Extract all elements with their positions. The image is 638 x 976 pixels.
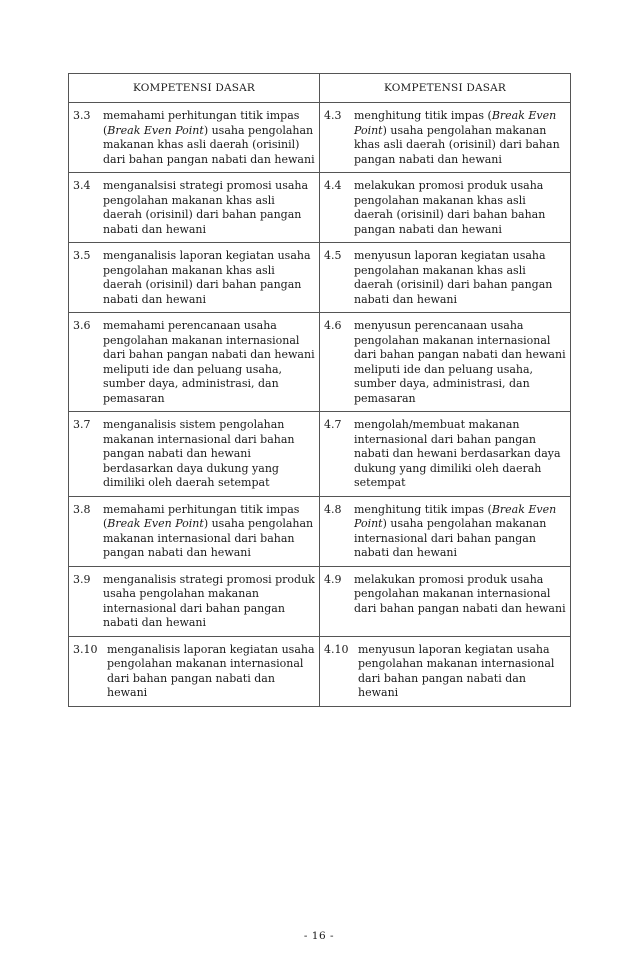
kd-text: menganalisis strategi promosi produk usaha pengolahan makanan internasional dari bahan pangan nabati dan hewani — [103, 572, 315, 629]
kd-cell-left — [69, 636, 320, 706]
kd-item — [324, 109, 566, 167]
table-row — [69, 243, 571, 313]
kd-item — [73, 179, 315, 237]
kd-number: 4.10 — [324, 642, 349, 656]
kd-text: menghitung titik impas (Break Even Point) usaha pengolahan makanan khas asli daerah (orisinil) dari bahan pangan nabati dan hewani — [354, 109, 560, 166]
kd-item — [324, 319, 566, 406]
kd-item — [73, 319, 315, 406]
kd-text: menganalsisi strategi promosi usaha pengolahan makanan khas asli daerah (orisinil) dari bahan pangan nabati dan hewani — [103, 179, 309, 236]
kd-number: 3.3 — [73, 109, 91, 122]
kd-text: menganalisis sistem pengolahan makanan internasional dari bahan pangan nabati dan hewani berdasarkan daya dukung yang dimiliki oleh daerah setempat — [103, 418, 295, 489]
kd-item — [324, 503, 566, 561]
kd-item — [324, 179, 566, 237]
kd-cell-left — [69, 173, 320, 243]
kd-item — [324, 573, 566, 617]
kd-cell-left — [69, 496, 320, 566]
table-row — [69, 412, 571, 497]
kompetensi-table — [68, 73, 571, 707]
kd-item — [73, 503, 315, 561]
kd-number: 4.5 — [324, 249, 342, 262]
kd-cell-right — [320, 103, 571, 173]
kd-cell-left — [69, 412, 320, 497]
kd-cell-right — [320, 636, 571, 706]
kd-item — [324, 643, 566, 701]
kd-text: memahami perencanaan usaha pengolahan makanan internasional dari bahan pangan nabati dan hewani meliputi ide dan peluang usaha, sumber daya, administrasi, dan pemasaran — [103, 319, 315, 405]
header-kompetensi-dasar-left: KOMPETENSI DASAR — [69, 74, 320, 103]
page-number: - 16 - — [303, 930, 335, 942]
kd-number: 3.10 — [73, 642, 98, 656]
kd-text: mengolah/membuat makanan internasional dari bahan pangan nabati dan hewani berdasarkan daya dukung yang dimiliki oleh daerah setempat — [354, 418, 561, 489]
kd-item — [73, 418, 315, 491]
kd-number: 4.8 — [324, 502, 342, 516]
kd-cell-right — [320, 412, 571, 497]
kd-item — [73, 573, 315, 631]
table-row — [69, 636, 571, 706]
kd-text: memahami perhitungan titik impas (Break Even Point) usaha pengolahan makanan internasional dari bahan pangan nabati dan hewani — [103, 502, 314, 559]
kd-text: menyusun laporan kegiatan usaha pengolahan makanan internasional dari bahan pangan nabati dan hewani — [358, 642, 555, 699]
kd-cell-left — [69, 243, 320, 313]
header-kompetensi-dasar-right: KOMPETENSI DASAR — [320, 74, 571, 103]
kd-text: menganalisis laporan kegiatan usaha pengolahan makanan internasional dari bahan pangan nabati dan hewani — [107, 642, 315, 699]
kd-cell-left — [69, 103, 320, 173]
kd-number: 4.6 — [324, 319, 342, 332]
table-row — [69, 496, 571, 566]
kd-text: menganalisis laporan kegiatan usaha pengolahan makanan khas asli daerah (orisinil) dari bahan pangan nabati dan hewani — [103, 249, 311, 306]
kd-number: 3.7 — [73, 418, 91, 431]
kd-cell-right — [320, 313, 571, 412]
kd-item — [324, 418, 566, 491]
kd-number: 3.9 — [73, 572, 91, 586]
kd-number: 3.5 — [73, 249, 91, 262]
kd-text: melakukan promosi produk usaha pengolahan makanan khas asli daerah (orisinil) dari bahan bahan pangan nabati dan hewani — [354, 179, 546, 236]
kd-number: 3.6 — [73, 319, 91, 332]
table-row — [69, 566, 571, 636]
table-row — [69, 173, 571, 243]
kd-number: 4.4 — [324, 179, 342, 192]
kd-cell-right — [320, 566, 571, 636]
kd-item — [73, 249, 315, 307]
table-body — [69, 103, 571, 707]
kd-number: 4.3 — [324, 109, 342, 122]
kd-text: menyusun perencanaan usaha pengolahan makanan internasional dari bahan pangan nabati dan hewani meliputi ide dan peluang usaha, sumber daya, administrasi, dan pemasaran — [354, 319, 566, 405]
table-header-row — [69, 74, 571, 103]
kd-cell-left — [69, 566, 320, 636]
kd-cell-right — [320, 173, 571, 243]
kd-text: menyusun laporan kegiatan usaha pengolahan makanan khas asli daerah (orisinil) dari bahan pangan nabati dan hewani — [354, 249, 553, 306]
kd-item — [324, 249, 566, 307]
kd-text: menghitung titik impas (Break Even Point) usaha pengolahan makanan internasional dari bahan pangan nabati dan hewani — [354, 502, 557, 559]
kd-number: 4.9 — [324, 572, 342, 586]
kd-number: 4.7 — [324, 418, 342, 431]
kd-number: 3.4 — [73, 179, 91, 192]
kd-number: 3.8 — [73, 502, 91, 516]
kd-text: memahami perhitungan titik impas (Break Even Point) usaha pengolahan makanan khas asli daerah (orisinil) dari bahan pangan nabati dan hewani — [103, 109, 315, 166]
kd-item — [73, 109, 315, 167]
kd-item — [73, 643, 315, 701]
kd-text: melakukan promosi produk usaha pengolahan makanan internasional dari bahan pangan nabati dan hewani — [354, 572, 566, 615]
table-row — [69, 313, 571, 412]
kd-cell-right — [320, 496, 571, 566]
kd-cell-right — [320, 243, 571, 313]
table-row — [69, 103, 571, 173]
kd-cell-left — [69, 313, 320, 412]
